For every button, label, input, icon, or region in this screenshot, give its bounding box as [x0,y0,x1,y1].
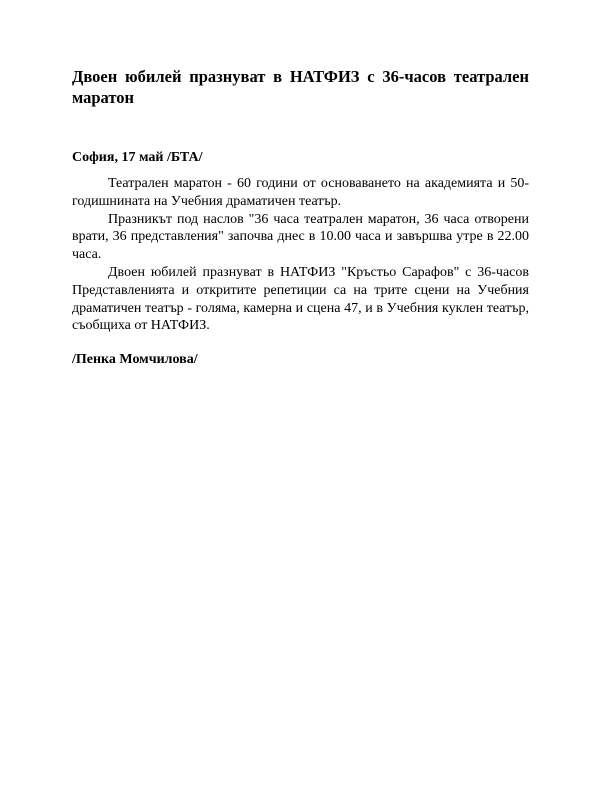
article-paragraph: Театрален маратон - 60 години от основаването на академията и 50-годишнината на Учебния драматичен театър. [72,176,529,209]
article-headline: Двоен юбилей празнуват в НАТФИЗ с 36-часов театрален маратон [72,67,529,107]
article-dateline: София, 17 май /БТА/ [72,150,203,165]
article-paragraph: Празникът под наслов "36 часа театрален маратон, 36 часа отворени врати, 36 представления" започва днес в 10.00 часа и завършва утре в 22.00 часа. [72,211,529,263]
article-paragraph: Двоен юбилей празнуват в НАТФИЗ "Кръстьо Сарафов" с 36-часов Представленията и откритите репетиции са на трите сцени на Учебния драматичен театър - голяма, камерна и сцена 47, и в Учебния куклен театър, съобщиха от НАТФИЗ. [72,264,529,334]
article-body [72,175,529,335]
article-author: /Пенка Момчилова/ [72,352,198,368]
